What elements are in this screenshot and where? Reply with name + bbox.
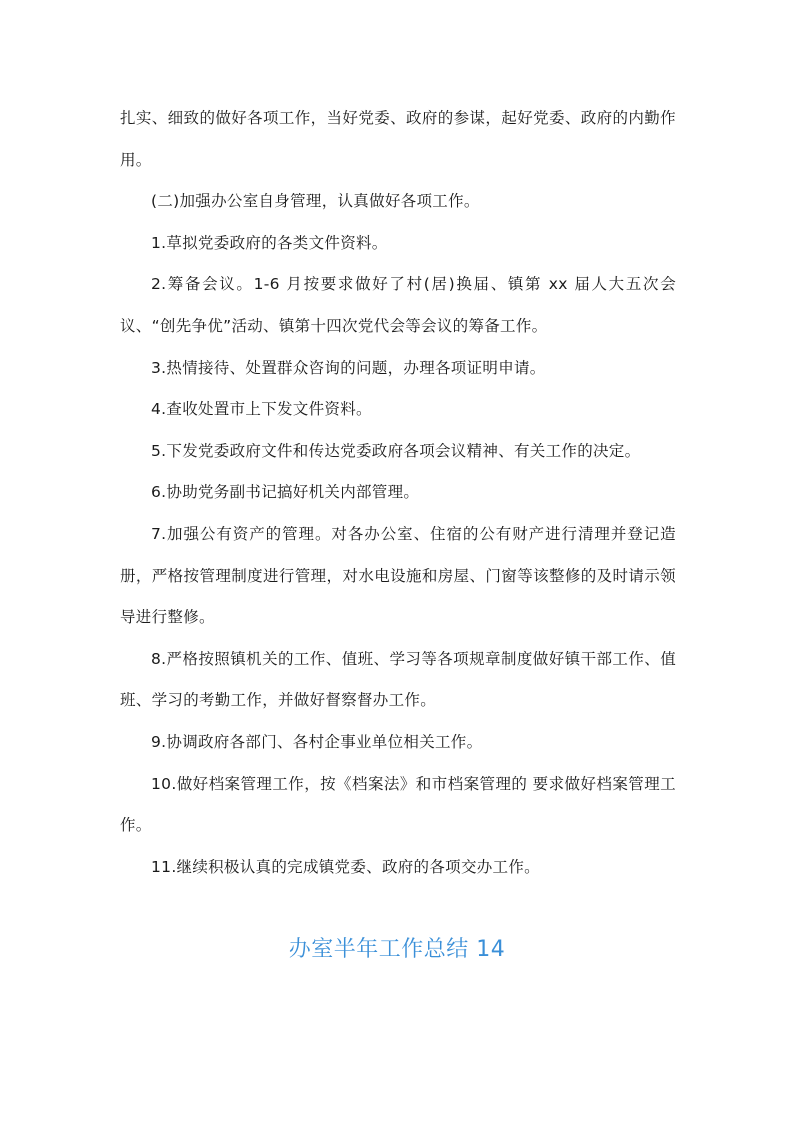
paragraph-item-1: 1.草拟党委政府的各类文件资料。 [151, 233, 388, 252]
paragraph-item-8: 8.严格按照镇机关的工作、值班、学习等各项规章制度做好镇干部工作、值班、学习的考勤工作，并做好督察督办工作。 [120, 649, 676, 710]
paragraph-continuation: 扎实、细致的做好各项工作，当好党委、政府的参谋，起好党委、政府的内勤作用。 [120, 109, 676, 169]
paragraph-item-7: 7.加强公有资产的管理。对各办公室、住宿的公有财产进行清理并登记造册，严格按管理制度进行管理，对水电设施和房屋、门窗等该整修的及时请示领导进行整修。 [120, 524, 676, 627]
document-body [120, 98, 676, 888]
next-section-title: 办室半年工作总结 14 [288, 937, 506, 962]
paragraph-item-2: 2.筹备会议。1-6 月按要求做好了村(居)换届、镇第 xx 届人大五次会议、“创先争优”活动、镇第十四次党代会等会议的筹备工作。 [120, 275, 676, 335]
paragraph-item-9: 9.协调政府各部门、各村企事业单位相关工作。 [151, 732, 483, 751]
paragraph-item-3: 3.热情接待、处置群众咨询的问题，办理各项证明申请。 [151, 358, 546, 377]
paragraph-section-heading: (二)加强办公室自身管理，认真做好各项工作。 [151, 192, 480, 211]
paragraph-item-5: 5.下发党委政府文件和传达党委政府各项会议精神、有关工作的决定。 [151, 441, 641, 460]
paragraph-item-10: 10.做好档案管理工作，按《档案法》和市档案管理的 要求做好档案管理工作。 [120, 774, 676, 835]
paragraph-item-11: 11.继续积极认真的完成镇党委、政府的各项交办工作。 [151, 857, 540, 876]
paragraph-item-4: 4.查收处置市上下发文件资料。 [151, 400, 372, 419]
paragraph-item-6: 6.协助党务副书记搞好机关内部管理。 [151, 483, 420, 502]
